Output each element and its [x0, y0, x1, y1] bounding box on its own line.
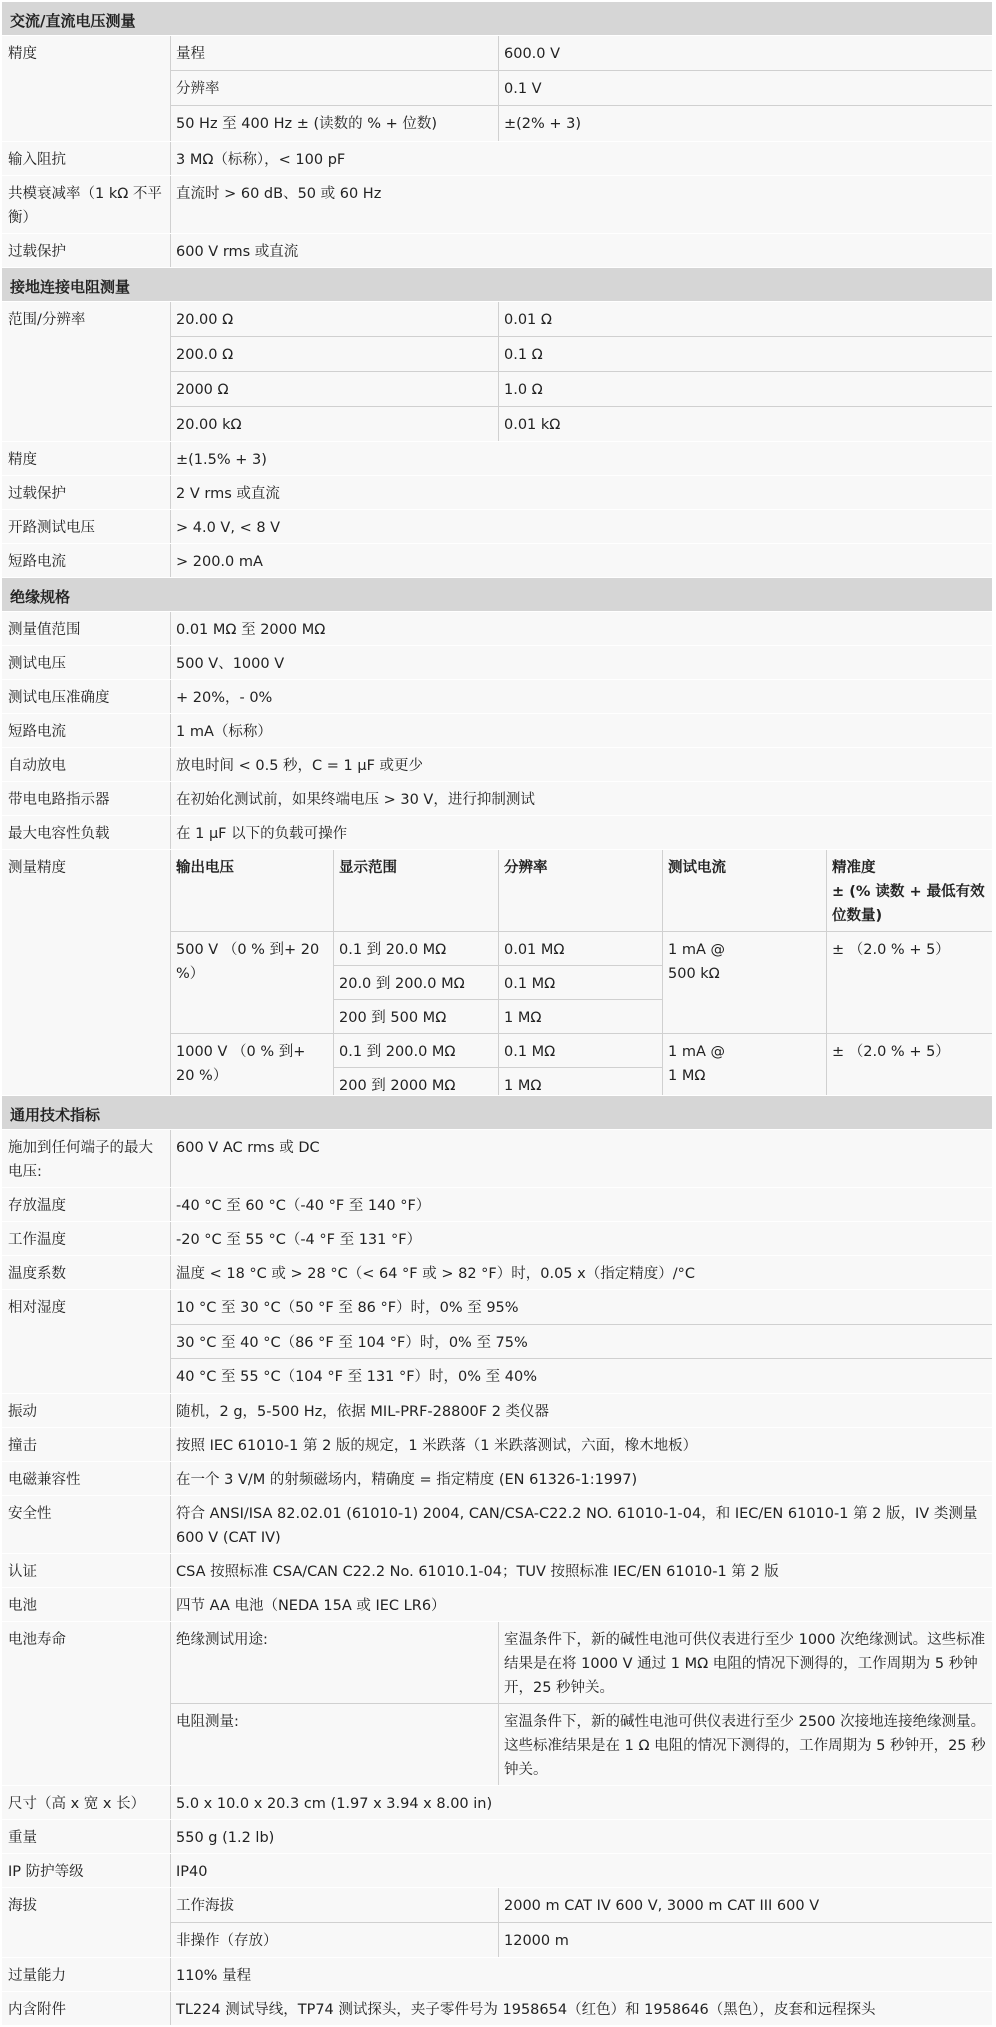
row-value: 2 V rms 或直流 [176, 486, 280, 502]
output-voltage: 500 V （0 % 到+ 20 %） [176, 942, 320, 982]
resolution: 0.1 MΩ [504, 976, 556, 992]
table-row [2, 476, 992, 509]
row-label: 开路测试电压 [8, 520, 95, 536]
row-label: 撞击 [8, 1438, 37, 1454]
test-current: 1 mA @ 500 kΩ [668, 942, 725, 982]
col-header: 分辨率 [504, 860, 548, 876]
sub-label: 工作海拔 [176, 1898, 234, 1914]
row-value: 0.01 MΩ 至 2000 MΩ [176, 622, 326, 638]
row-value: + 20%，- 0% [176, 690, 273, 706]
row-value: 温度 < 18 °C 或 > 28 °C（< 64 °F 或 > 82 °F）时，0.05 x（指定精度）/°C [176, 1266, 695, 1282]
table-row [2, 1130, 992, 1187]
row-label: 范围/分辨率 [8, 312, 86, 328]
row-label: 带电电路指示器 [8, 792, 110, 808]
section-header-acdc [2, 2, 992, 35]
row-value: > 4.0 V, < 8 V [176, 520, 281, 536]
row-value: CSA 按照标准 CSA/CAN C22.2 No. 61010.1-04；TUV 按照标准 IEC/EN 61010-1 第 2 版 [176, 1564, 779, 1580]
row-label: 短路电流 [8, 554, 66, 570]
row-label: 过量能力 [8, 1968, 66, 1984]
table-row [2, 816, 992, 849]
table-row [2, 234, 992, 267]
display-range: 0.1 到 20.0 MΩ [339, 942, 447, 958]
row-value: 40 °C 至 55 °C（104 °F 至 131 °F）时，0% 至 40% [176, 1369, 538, 1385]
test-current: 1 mA @ 1 MΩ [668, 1044, 725, 1084]
row-value: 10 °C 至 30 °C（50 °F 至 86 °F）时，0% 至 95% [176, 1300, 519, 1316]
row-label: 过载保护 [8, 244, 66, 260]
sub-label: 量程 [176, 46, 205, 62]
table-row [2, 1428, 992, 1461]
row-value: 随机，2 g，5-500 Hz，依据 MIL-PRF-28800F 2 类仪器 [176, 1404, 550, 1420]
table-row [2, 1222, 992, 1255]
table-row [2, 782, 992, 815]
table-row [2, 1188, 992, 1221]
col-header: 精准度 ± (% 读数 + 最低有效位数量) [832, 860, 985, 924]
row-label: 电池寿命 [8, 1632, 66, 1648]
table-row [2, 1854, 992, 1887]
row-label: 测试电压 [8, 656, 66, 672]
table-row [2, 510, 992, 543]
row-label: 电池 [8, 1598, 37, 1614]
table-row [2, 1290, 992, 1393]
table-row [2, 1786, 992, 1819]
sub-label: 分辨率 [176, 81, 220, 97]
col-header: 输出电压 [176, 860, 234, 876]
table-row [2, 1394, 992, 1427]
row-value: 符合 ANSI/ISA 82.02.01 (61010-1) 2004, CAN/CSA-C22.2 NO. 61010-1-04，和 IEC/EN 61010-1 第 2 版，IV 类测量 600 V (CAT IV) [176, 1506, 978, 1546]
display-range: 200 到 500 MΩ [339, 1010, 447, 1026]
table-row [2, 1256, 992, 1289]
resolution-value: 0.01 Ω [504, 312, 552, 328]
row-label: 过载保护 [8, 486, 66, 502]
row-label: 短路电流 [8, 724, 66, 740]
table-row [2, 748, 992, 781]
row-label: 共模衰减率（1 kΩ 不平衡） [8, 186, 162, 226]
row-value: 四节 AA 电池（NEDA 15A 或 IEC LR6） [176, 1598, 446, 1614]
col-header: 测试电流 [668, 860, 726, 876]
range-value: 20.00 Ω [176, 312, 234, 328]
table-row [2, 1588, 992, 1621]
row-value: 在初始化测试前，如果终端电压 > 30 V，进行抑制测试 [176, 792, 535, 808]
row-value: 放电时间 < 0.5 秒，C = 1 μF 或更少 [176, 758, 424, 774]
row-value: 500 V、1000 V [176, 656, 285, 672]
sub-value: 室温条件下，新的碱性电池可供仪表进行至少 2500 次接地连接绝缘测量。这些标准结果是在 1 Ω 电阻的情况下测得的，工作周期为 5 秒钟开，25 秒钟关。 [504, 1714, 986, 1778]
table-row [2, 544, 992, 577]
row-value: 按照 IEC 61010-1 第 2 版的规定，1 米跌落（1 米跌落测试，六面，橡木地板） [176, 1438, 698, 1454]
table-row [2, 302, 992, 441]
row-label: 精度 [8, 46, 37, 62]
row-label: 重量 [8, 1830, 37, 1846]
display-range: 20.0 到 200.0 MΩ [339, 976, 465, 992]
output-voltage: 1000 V （0 % 到+ 20 %） [176, 1044, 306, 1084]
range-value: 20.00 kΩ [176, 417, 242, 433]
resolution-value: 0.01 kΩ [504, 417, 561, 433]
row-value: 1 mA（标称） [176, 724, 272, 740]
table-row [2, 1462, 992, 1495]
row-value: ±(1.5% + 3) [176, 452, 267, 468]
resolution: 1 MΩ [504, 1010, 542, 1026]
row-label: 测试电压准确度 [8, 690, 110, 706]
row-value: TL224 测试导线，TP74 测试探头，夹子零件号为 1958654（红色）和 1958646（黑色），皮套和远程探头 [176, 2002, 876, 2018]
section-title: 通用技术指标 [10, 1106, 101, 1124]
sub-label: 电阻测量: [176, 1714, 239, 1730]
row-label: 电磁兼容性 [8, 1472, 81, 1488]
resolution-value: 1.0 Ω [504, 382, 543, 398]
section-header-insulation [2, 578, 992, 611]
sub-value: 0.1 V [504, 81, 542, 97]
table-row [2, 36, 992, 141]
col-header: 显示范围 [339, 860, 397, 876]
row-value: 30 °C 至 40 °C（86 °F 至 104 °F）时，0% 至 75% [176, 1335, 528, 1351]
resolution-value: 0.1 Ω [504, 347, 543, 363]
row-label: 施加到任何端子的最大电压: [8, 1140, 153, 1180]
row-label: 尺寸（高 x 宽 x 长） [8, 1796, 146, 1812]
row-value: > 200.0 mA [176, 554, 263, 570]
row-value: -20 °C 至 55 °C（-4 °F 至 131 °F） [176, 1232, 422, 1248]
row-value: 在一个 3 V/M 的射频磁场内，精确度 = 指定精度 (EN 61326-1:1997) [176, 1472, 638, 1488]
row-label: 振动 [8, 1404, 37, 1420]
accuracy: ± （2.0 % + 5） [832, 1044, 950, 1060]
row-label: 输入阻抗 [8, 152, 66, 168]
table-row [2, 714, 992, 747]
row-label: 海拔 [8, 1898, 37, 1914]
sub-label: 非操作（存放） [176, 1933, 278, 1949]
row-value: 600 V rms 或直流 [176, 244, 299, 260]
row-value: 在 1 μF 以下的负载可操作 [176, 826, 348, 842]
row-value: 5.0 x 10.0 x 20.3 cm (1.97 x 3.94 x 8.00 in) [176, 1796, 493, 1812]
row-label: IP 防护等级 [8, 1864, 84, 1880]
table-row-accuracy [2, 850, 992, 1095]
row-value: 3 MΩ（标称），< 100 pF [176, 152, 346, 168]
row-label: 自动放电 [8, 758, 66, 774]
sub-value: 2000 m CAT IV 600 V, 3000 m CAT III 600 V [504, 1898, 820, 1914]
row-value: 110% 量程 [176, 1968, 252, 1984]
table-row [2, 1992, 992, 2025]
row-label: 相对湿度 [8, 1300, 66, 1316]
row-value: 600 V AC rms 或 DC [176, 1140, 320, 1156]
section-title: 接地连接电阻测量 [10, 278, 131, 296]
table-row [2, 680, 992, 713]
row-label: 认证 [8, 1564, 37, 1580]
section-title: 交流/直流电压测量 [10, 12, 136, 30]
row-value: 直流时 > 60 dB、50 或 60 Hz [176, 186, 382, 202]
table-row [2, 142, 992, 175]
table-row [2, 176, 992, 233]
section-title: 绝缘规格 [10, 588, 71, 606]
row-label: 精度 [8, 452, 37, 468]
row-value: -40 °C 至 60 °C（-40 °F 至 140 °F） [176, 1198, 431, 1214]
row-label: 工作温度 [8, 1232, 66, 1248]
row-label: 测量精度 [8, 860, 66, 876]
accuracy: ± （2.0 % + 5） [832, 942, 950, 958]
sub-value: 600.0 V [504, 46, 561, 62]
range-value: 200.0 Ω [176, 347, 234, 363]
table-row [2, 1820, 992, 1853]
row-value: 550 g (1.2 lb) [176, 1830, 275, 1846]
row-label: 内含附件 [8, 2002, 66, 2018]
table-row [2, 442, 992, 475]
table-row [2, 1554, 992, 1587]
resolution: 1 MΩ [504, 1078, 542, 1094]
sub-value: ±(2% + 3) [504, 116, 582, 132]
table-row [2, 1888, 992, 1957]
display-range: 0.1 到 200.0 MΩ [339, 1044, 456, 1060]
display-range: 200 到 2000 MΩ [339, 1078, 456, 1094]
row-label: 存放温度 [8, 1198, 66, 1214]
row-label: 温度系数 [8, 1266, 66, 1282]
row-label: 测量值范围 [8, 622, 81, 638]
range-value: 2000 Ω [176, 382, 229, 398]
row-label: 安全性 [8, 1506, 52, 1522]
section-header-general [2, 1096, 992, 1129]
table-row [2, 1496, 992, 1553]
resolution: 0.01 MΩ [504, 942, 565, 958]
table-row [2, 646, 992, 679]
sub-value: 12000 m [504, 1933, 569, 1949]
table-row [2, 1958, 992, 1991]
resolution: 0.1 MΩ [504, 1044, 556, 1060]
table-row [2, 612, 992, 645]
table-row [2, 1622, 992, 1785]
row-label: 最大电容性负载 [8, 826, 110, 842]
section-header-ground [2, 268, 992, 301]
sub-value: 室温条件下，新的碱性电池可供仪表进行至少 1000 次绝缘测试。这些标准结果是在将 1000 V 通过 1 MΩ 电阻的情况下测得的，工作周期为 5 秒钟开，25 秒钟关。 [504, 1632, 986, 1696]
sub-label: 50 Hz 至 400 Hz ± (读数的 % + 位数) [176, 116, 438, 132]
row-value: IP40 [176, 1864, 208, 1880]
sub-label: 绝缘测试用途: [176, 1632, 268, 1648]
